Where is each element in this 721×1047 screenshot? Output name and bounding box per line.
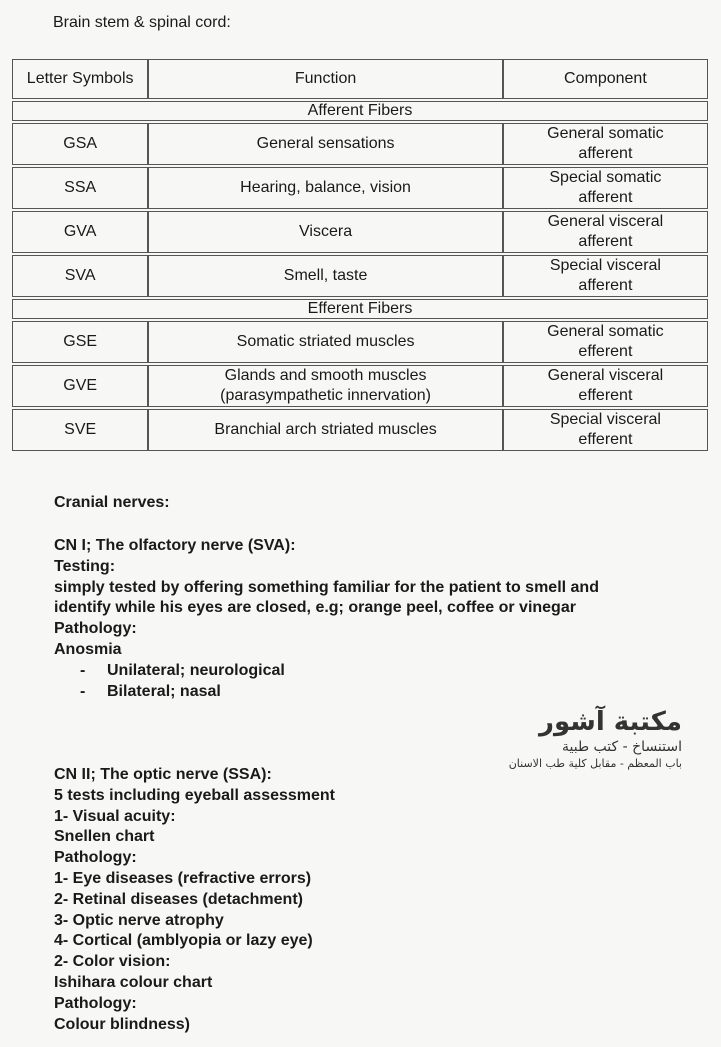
component-line: efferent xyxy=(578,431,633,448)
stamp-line: باب المعظم - مقابل كلية طب الاسنان xyxy=(508,757,682,770)
cn1-testing-label: Testing: xyxy=(54,557,116,575)
table-header-row xyxy=(12,59,708,99)
cn2-line: Ishihara colour chart xyxy=(54,973,213,991)
component-line: General visceral xyxy=(547,367,664,384)
header-component: Component xyxy=(503,59,708,99)
function-cell xyxy=(148,365,503,407)
table-row xyxy=(12,365,708,407)
cn2-line: 2- Retinal diseases (detachment) xyxy=(54,890,303,908)
cn1-pathology-label: Pathology: xyxy=(54,620,137,638)
header-letter-symbols: Letter Symbols xyxy=(12,59,148,99)
cn1-section xyxy=(54,536,599,702)
fiber-types-table xyxy=(12,57,708,453)
cn1-title: CN I; The olfactory nerve (SVA): xyxy=(54,537,296,554)
section-title: Efferent Fibers xyxy=(12,299,708,319)
table-row xyxy=(12,123,708,165)
table-row xyxy=(12,211,708,253)
stamp-line: استنساخ - كتب طبية xyxy=(562,739,682,755)
cranial-nerves-title xyxy=(54,493,170,514)
function-cell: Smell, taste xyxy=(148,255,503,297)
bookshop-stamp xyxy=(478,706,682,772)
function-cell: Branchial arch striated muscles xyxy=(148,409,503,451)
component-cell xyxy=(503,211,708,253)
component-line: General somatic xyxy=(547,125,664,142)
page-heading: Brain stem & spinal cord: xyxy=(53,14,231,31)
component-cell xyxy=(503,255,708,297)
stamp-line: مكتبة آشور xyxy=(538,707,682,737)
symbol-cell: GVE xyxy=(12,365,148,407)
cranial-nerves-heading: Cranial nerves: xyxy=(54,494,170,511)
component-line: afferent xyxy=(578,189,633,206)
function-cell: Viscera xyxy=(148,211,503,253)
component-line: General visceral xyxy=(547,213,664,230)
cn2-title: CN II; The optic nerve (SSA): xyxy=(54,766,272,783)
list-item xyxy=(54,661,599,682)
symbol-cell: SVA xyxy=(12,255,148,297)
component-line: afferent xyxy=(578,145,633,162)
cn2-line: 1- Visual acuity: xyxy=(54,807,176,825)
symbol-cell: SSA xyxy=(12,167,148,209)
component-cell xyxy=(503,409,708,451)
symbol-cell: GSE xyxy=(12,321,148,363)
component-line: Special visceral xyxy=(549,257,661,274)
cn2-line: 5 tests including eyeball assessment xyxy=(54,786,336,804)
cn2-line: Pathology: xyxy=(54,994,137,1012)
function-line: Glands and smooth muscles xyxy=(224,367,427,384)
cn2-line: 4- Cortical (amblyopia or lazy eye) xyxy=(54,932,313,950)
bullet-dash: - xyxy=(80,682,86,700)
cn2-section xyxy=(54,765,335,1035)
cn1-anosmia: Anosmia xyxy=(54,640,122,658)
cn2-line: Colour blindness) xyxy=(54,1015,190,1033)
cn2-line: Pathology: xyxy=(54,849,137,867)
table-row xyxy=(12,409,708,451)
component-cell xyxy=(503,167,708,209)
section-row-efferent xyxy=(12,299,708,319)
component-line: Special visceral xyxy=(549,411,661,428)
cn2-line: Snellen chart xyxy=(54,828,155,846)
component-line: afferent xyxy=(578,277,633,294)
section-row-afferent xyxy=(12,101,708,121)
cn1-testing-line: simply tested by offering something familiar for the patient to smell and xyxy=(54,578,599,596)
table-row xyxy=(12,321,708,363)
list-item-text: Bilateral; nasal xyxy=(107,682,221,700)
function-cell: Hearing, balance, vision xyxy=(148,167,503,209)
component-cell xyxy=(503,123,708,165)
cn2-line: 1- Eye diseases (refractive errors) xyxy=(54,869,312,887)
header-function: Function xyxy=(148,59,503,99)
list-item-text: Unilateral; neurological xyxy=(107,661,285,679)
table-row xyxy=(12,255,708,297)
bullet-dash: - xyxy=(80,661,86,679)
symbol-cell: GVA xyxy=(12,211,148,253)
function-cell: General sensations xyxy=(148,123,503,165)
cn1-testing-line: identify while his eyes are closed, e.g; orange peel, coffee or vinegar xyxy=(54,599,576,617)
component-line: efferent xyxy=(578,343,633,360)
symbol-cell: GSA xyxy=(12,123,148,165)
component-cell xyxy=(503,321,708,363)
cn2-line: 2- Color vision: xyxy=(54,953,171,971)
function-cell: Somatic striated muscles xyxy=(148,321,503,363)
cn2-line: 3- Optic nerve atrophy xyxy=(54,911,224,929)
component-cell xyxy=(503,365,708,407)
component-line: efferent xyxy=(578,387,633,404)
table-row xyxy=(12,167,708,209)
section-title: Afferent Fibers xyxy=(12,101,708,121)
list-item xyxy=(54,682,599,703)
symbol-cell: SVE xyxy=(12,409,148,451)
component-line: afferent xyxy=(578,233,633,250)
component-line: Special somatic xyxy=(549,169,662,186)
component-line: General somatic xyxy=(547,323,664,340)
function-line: (parasympathetic innervation) xyxy=(220,387,431,404)
